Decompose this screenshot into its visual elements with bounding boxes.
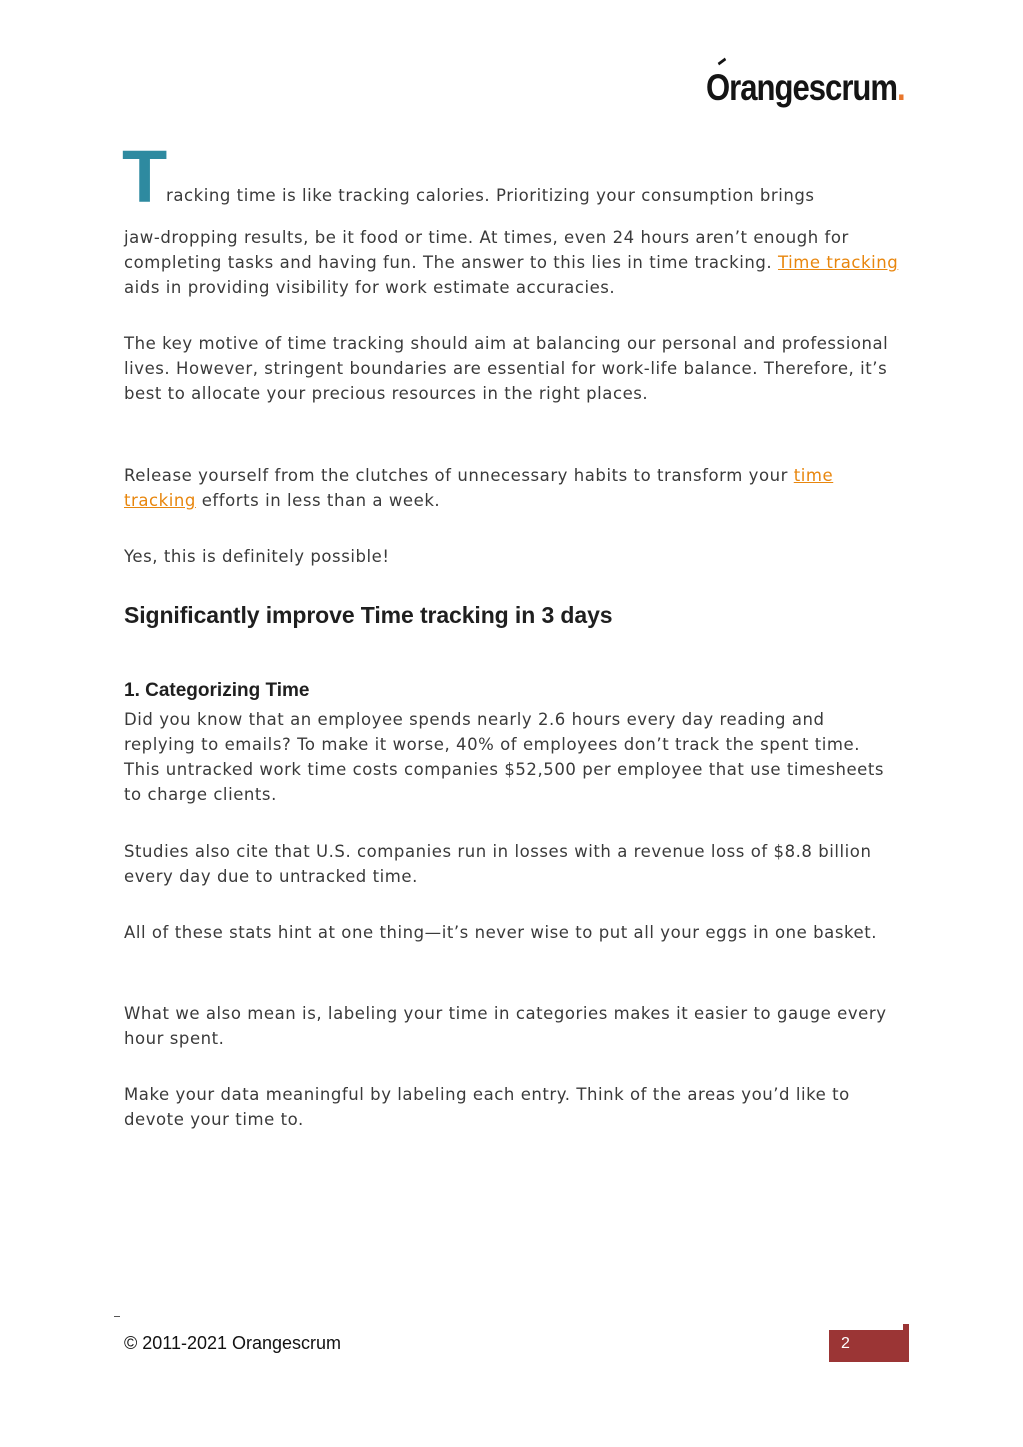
subsection-title: 1. Categorizing Time <box>124 680 310 701</box>
intro-text: jaw-dropping results, be it food or time. At times, even 24 hours aren’t enough for completing tasks and having fun. The answer to this lies in time tracking. <box>124 228 849 272</box>
logo-text: Orangescrum <box>706 67 898 108</box>
release-text-end: efforts in less than a week. <box>195 491 441 510</box>
paragraph-eggs-basket: All of these stats hint at one thing—it’s never wise to put all your eggs in one basket. <box>124 923 878 942</box>
drop-cap: T <box>122 135 168 218</box>
orangescrum-logo <box>706 62 905 114</box>
intro-first-line: racking time is like tracking calories. Prioritizing your consumption brings <box>166 186 815 205</box>
page-number: 2 <box>841 1335 850 1352</box>
logo-accent-mark <box>718 58 726 66</box>
intro-text-end: aids in providing visibility for work estimate accuracies. <box>124 278 616 297</box>
intro-first-line-block <box>122 135 900 218</box>
section-heading: Significantly improve Time tracking in 3 days <box>124 602 613 628</box>
paragraph-possible: Yes, this is definitely possible! <box>124 547 390 566</box>
paragraph-labeling: What we also mean is, labeling your time in categories makes it easier to gauge every hour spent. <box>124 1004 887 1048</box>
page-number-box <box>829 1330 909 1362</box>
time-tracking-link-2[interactable]: time tracking <box>124 466 834 510</box>
paragraph-emails-stat: Did you know that an employee spends nearly 2.6 hours every day reading and replying to emails? To make it worse, 40% of employees don’t track the spent time. This untracked work time costs companies $52,500 per employee that use timesheets to charge clients. <box>124 710 885 804</box>
paragraph-balance: The key motive of time tracking should aim at balancing our personal and professional lives. However, stringent boundaries are essential for work-life balance. Therefore, it’s best to allocate your precious resources in the right places. <box>124 334 889 403</box>
footer-dash <box>114 1316 120 1317</box>
logo-dot: . <box>897 67 905 108</box>
page-box-tab <box>903 1324 909 1332</box>
footer-copyright: © 2011-2021 Orangescrum <box>124 1333 342 1353</box>
time-tracking-link[interactable]: Time tracking <box>778 253 899 272</box>
release-text: Release yourself from the clutches of unnecessary habits to transform your <box>124 466 794 485</box>
paragraph-meaningful-data: Make your data meaningful by labeling each entry. Think of the areas you’d like to devote your time to. <box>124 1085 850 1129</box>
intro-paragraph <box>124 225 900 300</box>
paragraph-release <box>124 463 900 513</box>
paragraph-revenue-loss: Studies also cite that U.S. companies run in losses with a revenue loss of $8.8 billion every day due to untracked time. <box>124 842 872 886</box>
